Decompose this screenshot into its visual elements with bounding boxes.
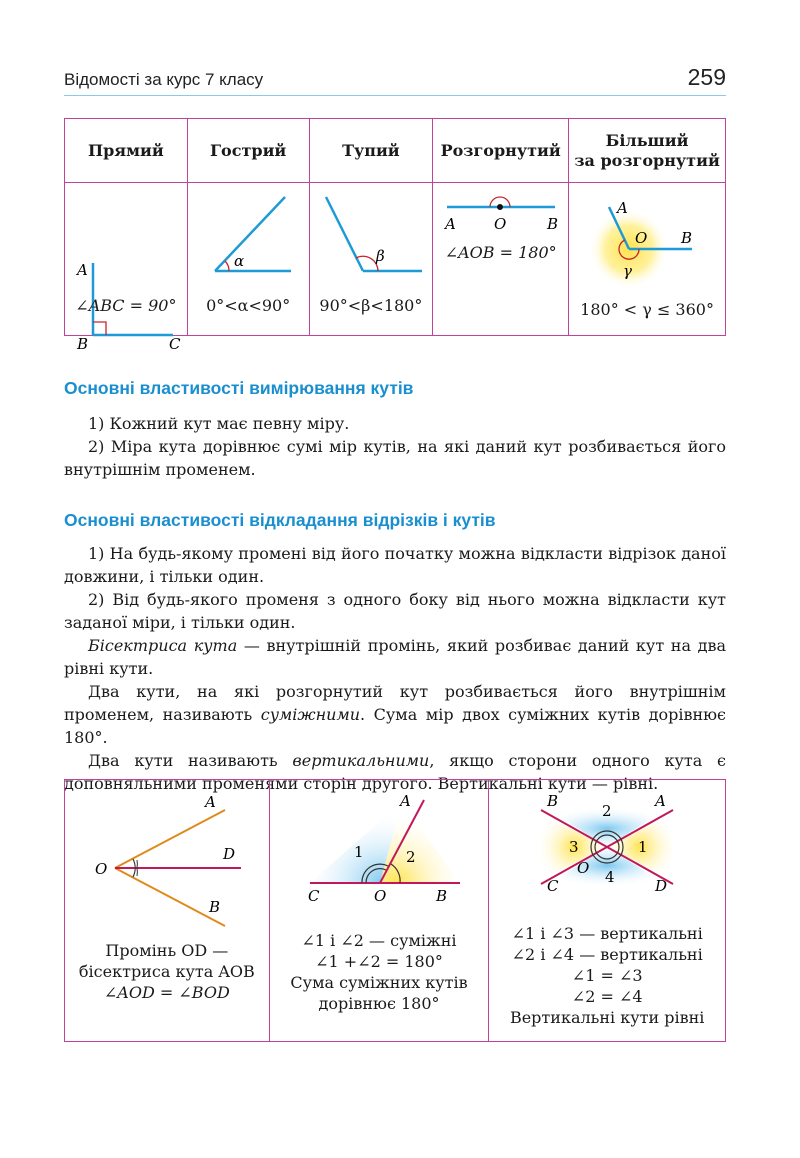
cell-acute	[187, 183, 309, 336]
adjacent-figure	[270, 780, 490, 910]
cell-bisector	[65, 780, 270, 1042]
label-b: B	[435, 887, 447, 905]
angle-1-label: 1	[638, 838, 648, 856]
section2-p5: Два кути називають вертикальними, якщо сторони одного кута є доповняльними променями сторін другого. Вертикальні кути — рівні.	[64, 751, 727, 793]
gamma-label: γ	[623, 262, 633, 280]
cell-straight	[433, 183, 569, 336]
bisector-caption	[65, 940, 269, 1003]
angle-2-label: 2	[602, 802, 612, 820]
label-b: B	[547, 215, 559, 233]
adjacent-caption-1: ∠1 і ∠2 — суміжні	[301, 931, 457, 950]
angle-4-label: 4	[605, 868, 615, 886]
vertical-caption-1: ∠1 і ∠3 — вертикальні	[511, 924, 703, 943]
label-c: C	[547, 877, 559, 895]
vertical-caption-2: ∠2 і ∠4 — вертикальні	[511, 945, 703, 964]
header-reflex	[569, 119, 726, 183]
vertical-caption-4: ∠2 = ∠4	[571, 987, 643, 1006]
label-o: O	[577, 859, 590, 877]
label-b: B	[681, 229, 693, 247]
label-o: O	[373, 887, 386, 905]
label-d: D	[223, 845, 236, 863]
section2-p1: 1) На будь-якому промені від його початку можна відкласти відрізок даної довжини, і тільки один.	[64, 544, 726, 586]
adjacent-caption-4: дорівнює 180°	[318, 994, 440, 1013]
label-o: O	[494, 215, 507, 233]
label-b: B	[77, 335, 89, 353]
header-right: Прямий	[65, 119, 188, 183]
header-obtuse: Тупий	[309, 119, 433, 183]
section1-p2: 2) Міра кута дорівнює сумі мір кутів, на які даний кут розбивається його внутрішнім променем.	[64, 437, 726, 479]
header-straight: Розгорнутий	[433, 119, 569, 183]
section1-p1: 1) Кожний кут має певну міру.	[88, 414, 350, 433]
header-reflex-line2: за розгорнутий	[574, 150, 720, 170]
adjacent-caption-3: Сума суміжних кутів	[290, 973, 468, 992]
label-c: C	[307, 887, 320, 905]
obtuse-formula: 90°<β<180°	[319, 296, 423, 315]
angle-types-table	[64, 118, 726, 353]
cell-adjacent	[269, 780, 489, 1042]
running-title: Відомості за курс 7 класу	[64, 70, 264, 89]
label-o: O	[635, 229, 648, 247]
label-a: A	[205, 793, 216, 811]
alpha-label: α	[233, 252, 244, 270]
vertical-caption-5: Вертикальні кути рівні	[509, 1008, 705, 1027]
label-a: A	[445, 215, 457, 233]
section1-body	[64, 412, 726, 481]
vertical-caption-3: ∠1 = ∠3	[571, 966, 643, 985]
page-number: 259	[687, 64, 726, 90]
angle-1-label: 1	[353, 843, 364, 861]
label-a: A	[617, 199, 628, 217]
vertical-figure	[489, 780, 726, 920]
header-acute: Гострий	[187, 119, 309, 183]
label-b: B	[547, 792, 559, 810]
label-c: C	[169, 335, 181, 353]
section2-body	[64, 542, 726, 795]
angle-relations-table	[64, 779, 726, 1042]
section2-title: Основні властивості відкладання відрізків і кутів	[64, 510, 496, 530]
section2-p3: Бісектриса кута — внутрішній промінь, який розбиває даний кут на два рівні кути.	[64, 636, 727, 678]
bisector-caption-3: ∠AOD = ∠BOD	[103, 983, 230, 1002]
bisector-figure	[65, 780, 270, 940]
beta-label: β	[375, 247, 385, 265]
section1-title: Основні властивості вимірювання кутів	[64, 378, 414, 398]
label-a: A	[77, 261, 88, 279]
label-a: A	[399, 792, 411, 810]
label-a: A	[655, 792, 667, 810]
straight-formula: ∠AOB = 180°	[444, 243, 557, 262]
reflex-formula: 180° < γ ≤ 360°	[580, 300, 714, 319]
header-reflex-line1: Більший	[605, 130, 689, 150]
page-header	[64, 64, 726, 96]
label-d: D	[655, 877, 668, 895]
adjacent-caption	[270, 930, 489, 1014]
adjacent-caption-2: ∠1 +∠2 = 180°	[315, 952, 443, 971]
angle-2-label: 2	[405, 848, 416, 866]
acute-formula: 0°<α<90°	[206, 296, 291, 315]
angle-3-label: 3	[569, 838, 579, 856]
section2-p4: Два кути, на які розгорнутий кут розбивається його внутрішнім променем, називають суміжними. Сума мір двох суміжних кутів дорівнює 180°.	[64, 682, 726, 747]
label-o: O	[95, 860, 108, 878]
section2-p2: 2) Від будь-якого променя з одного боку від нього можна відкласти кут заданої міри, і тільки один.	[64, 590, 726, 632]
bisector-caption-1: Промінь OD —	[105, 941, 229, 960]
right-formula: ∠ABC = 90°	[75, 296, 177, 315]
cell-vertical	[489, 780, 726, 1042]
label-b: B	[209, 898, 221, 916]
cell-obtuse	[309, 183, 433, 336]
vertical-caption	[489, 923, 725, 1028]
cell-right	[65, 183, 188, 353]
header-rule	[64, 95, 726, 96]
bisector-caption-2: бісектриса кута AOB	[78, 962, 255, 981]
cell-reflex	[569, 183, 726, 336]
